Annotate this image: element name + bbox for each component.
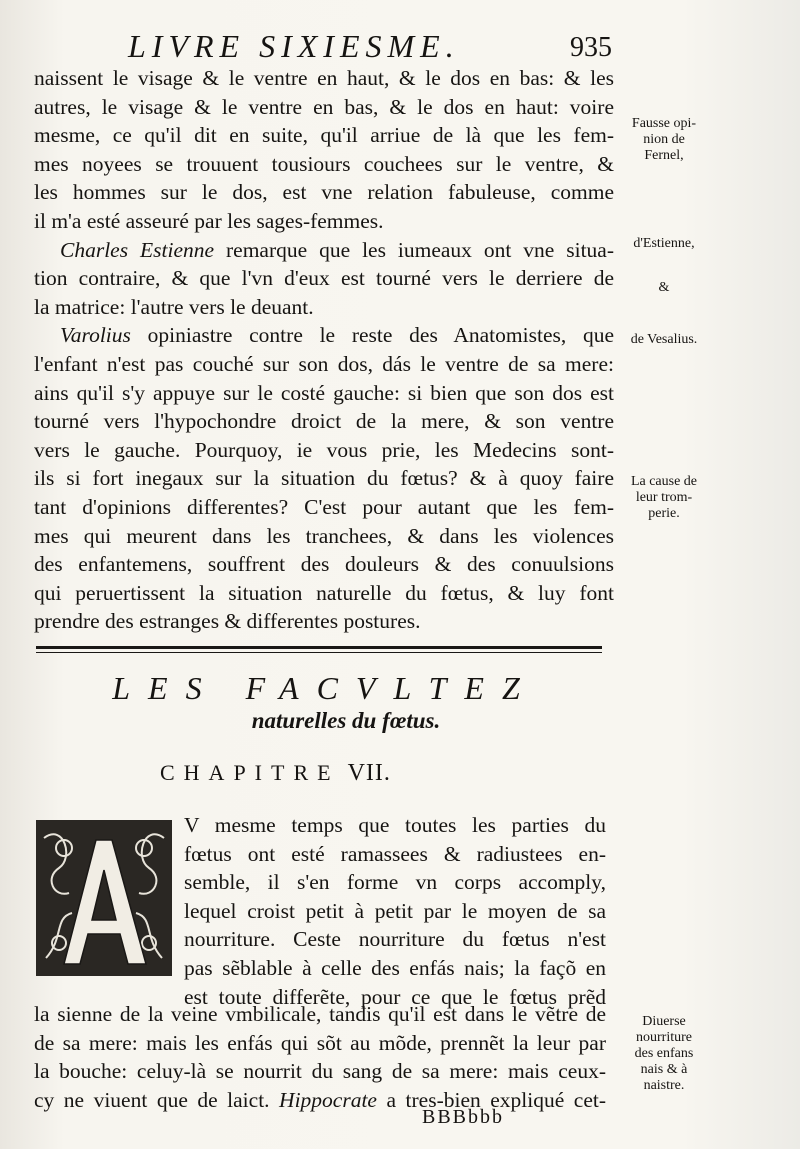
text-line: ils si fort inegaux sur la situation du fœtus? & à quoy faire: [34, 466, 614, 491]
paragraph-estienne: [34, 236, 614, 265]
chapter-continuation: [34, 1000, 606, 1114]
text-line: nourriture. Ceste nourriture du fœtus n'est: [184, 927, 606, 952]
text-line: des enfantemens, souffrent des douleurs & des conuulsions: [34, 552, 614, 577]
text-line: autres, le visage & le ventre en bas, & le dos en haut: voire: [34, 94, 614, 119]
text-line: vers le gauche. Pourquoy, ie vous prie, les Medecins sont-: [34, 437, 614, 462]
margin-note-fausse: Fausse opi- nion de Fernel,: [631, 116, 697, 163]
text-run: cy ne viuent que de laict.: [34, 1087, 270, 1112]
signature-mark: BBBbbb: [422, 1106, 505, 1128]
ornamental-initial-a-icon: [34, 818, 174, 978]
margin-note-estienne: d'Estienne,: [633, 236, 695, 251]
text-line: V mesme temps que toutes les parties du: [184, 813, 606, 837]
margin-note-amp: &: [658, 280, 670, 295]
chapter-opening: [184, 812, 606, 1012]
text-line: tion contraire, & que l'vn d'eux est tourné vers le derriere de: [34, 266, 614, 291]
running-title: LIVRE SIXIESME.: [128, 28, 460, 64]
author-name: Charles Estienne: [60, 237, 215, 262]
text-run: remarque que les iumeaux ont vne situa-: [214, 237, 614, 262]
text-line: mesme, ce qu'il dit en suite, qu'il arriue de là que les fem-: [34, 123, 614, 148]
text-line: la matrice: l'autre vers le deuant.: [34, 294, 314, 319]
chapter-heading: [160, 760, 480, 787]
body-text: [34, 64, 614, 636]
chapter-number: VII.: [347, 760, 391, 786]
section-title: LES FACVLTEZ: [112, 670, 538, 706]
text-line: ains qu'il s'y appuye sur le costé gauche: si bien que son dos est: [34, 380, 614, 405]
text-line: les hommes sur le dos, est vne relation fabuleuse, comme: [34, 180, 614, 205]
text-run: opiniastre contre le reste des Anatomistes, que: [130, 323, 614, 348]
author-name: Hippocrate: [279, 1087, 377, 1112]
section-subtitle: naturelles du fœtus.: [251, 708, 441, 733]
margin-note-cause: La cause de leur trom- perie.: [630, 474, 698, 521]
page-number: 935: [570, 32, 612, 63]
text-line: lequel croist petit à petit par le moyen de sa: [184, 898, 606, 923]
text-line: mes qui meurent dans les tranchees, & dans les violences: [34, 523, 614, 548]
text-line: il m'a esté asseuré par les sages-femmes.: [34, 208, 384, 233]
chapter-label: CHAPITRE: [160, 760, 340, 785]
text-line: pas sẽblable à celle des enfás nais; la façõ en: [184, 955, 606, 980]
text-line: tourné vers l'hypochondre droict de la mere, & son ventre: [34, 409, 614, 434]
text-line: la bouche: celuy-là se nourrit du sang de sa mere: mais ceux-: [34, 1059, 606, 1084]
text-line: qui peruertissent la situation naturelle du fœtus, & luy font: [34, 580, 614, 605]
text-line: semble, il s'en forme vn corps accomply,: [184, 870, 606, 895]
margin-note-vesalius: de Vesalius.: [630, 332, 698, 347]
author-name: Varolius: [60, 323, 131, 348]
text-run: a tres-bien expliqué cet-: [376, 1087, 606, 1112]
section-rule-thick: [36, 646, 602, 649]
text-line: l'enfant n'est pas couché sur son dos, dás le ventre de sa mere:: [34, 351, 614, 376]
paragraph-varolius: [34, 321, 614, 350]
text-line: de sa mere: mais les enfás qui sõt au mõde, prennẽt la leur par: [34, 1030, 606, 1055]
text-line: fœtus ont esté ramassees & radiustees en-: [184, 841, 606, 866]
text-line: naissent le visage & le ventre en haut, & le dos en bas: & les: [34, 66, 614, 90]
text-line: [34, 1086, 606, 1115]
text-line: mes noyees se trouuent tousiours couchees sur le ventre, &: [34, 151, 614, 176]
text-line: tant d'opinions differentes? C'est pour autant que les fem-: [34, 494, 614, 519]
text-line: prendre des estranges & differentes postures.: [34, 609, 421, 634]
text-line: la sienne de la veine vmbilicale, tandis qu'il est dans le vẽtre de: [34, 1002, 606, 1026]
text-line: est toute differẽte, pour ce que le fœtus prẽd: [184, 984, 606, 1009]
margin-note-diuerse: Diuerse nourriture des enfans nais & à naistre.: [634, 1014, 694, 1093]
section-rule-thin: [36, 652, 602, 653]
